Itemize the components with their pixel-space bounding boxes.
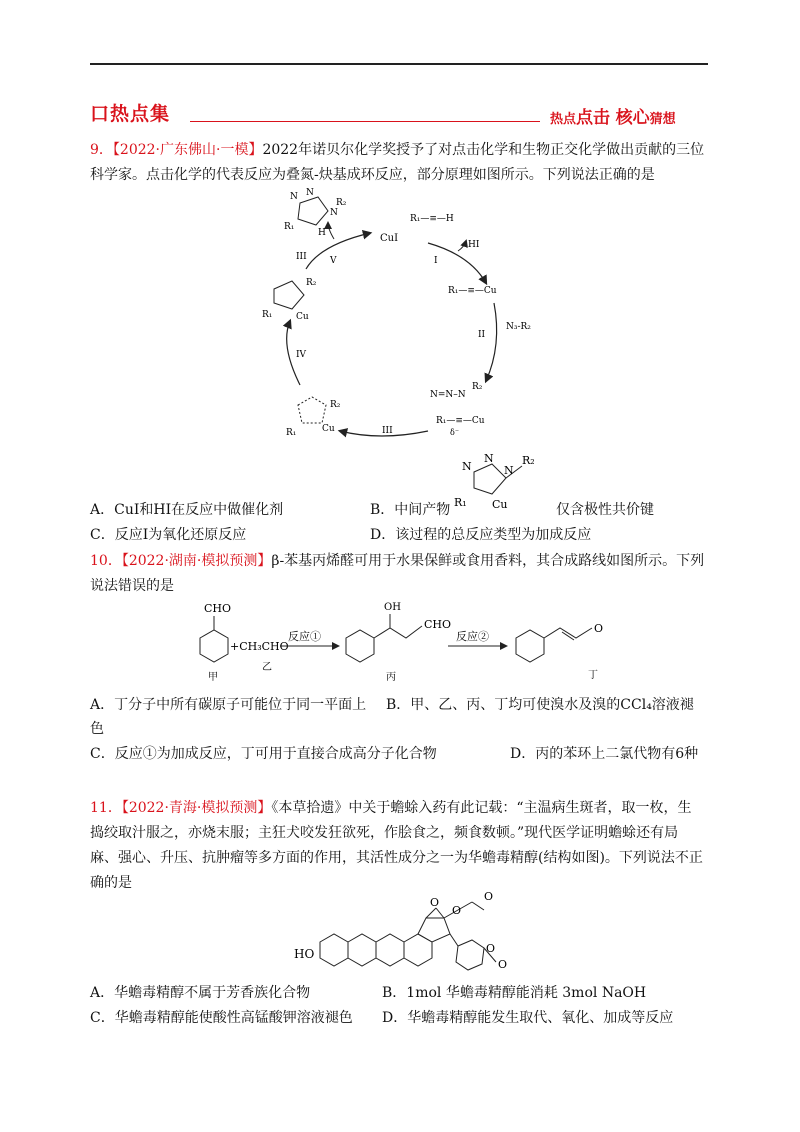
q9-source: 【2022·广东佛山·一模】 <box>112 142 263 158</box>
step-label-5: V <box>330 256 337 266</box>
svg-text:δ⁻: δ⁻ <box>450 428 460 437</box>
svg-text:Cu: Cu <box>322 424 335 434</box>
q10-option-d[interactable]: D．丙的苯环上二氯代物有6种 <box>510 746 699 762</box>
svg-text:N: N <box>306 188 314 198</box>
q9-stem-line1 <box>90 138 704 162</box>
step-label-3-left: III <box>296 252 307 262</box>
header-tagline <box>550 103 676 128</box>
q9-option-d[interactable]: D．该过程的总反应类型为加成反应 <box>370 527 592 543</box>
structure-o-epoxide: O <box>430 896 440 909</box>
structure-o-ring: O <box>486 942 496 955</box>
cycle-center: CuI <box>380 233 399 244</box>
q9-option-b-suffix: 仅含极性共价键 <box>556 502 654 518</box>
structure-o-carbonyl: O <box>484 890 494 903</box>
q9-option-c[interactable]: C．反应I为氧化还原反应 <box>90 527 247 543</box>
q10-option-b[interactable]: B．甲、乙、丙、丁均可使溴水及溴的CCl₄溶液褪 <box>386 697 694 713</box>
svg-text:R₂: R₂ <box>472 382 483 392</box>
svg-text:N=N–N: N=N–N <box>430 390 466 400</box>
q11-stem-line2: 捣绞取汁服之，亦烧末服；主狂犬咬发狂欲死，作脍食之，频食数顿。”现代医学证明蟾蜍还有局 <box>90 825 679 841</box>
cu-acetylide: R₁—≡—Cu <box>448 286 497 296</box>
q11-stem-line3: 麻、强心、升压、抗肿瘤等多方面的作用，其活性成分之一为华蟾毒精醇(结构如图)。下列说法不正 <box>90 850 703 866</box>
tagline-small-2: 猜想 <box>649 112 676 127</box>
bing-oh: OH <box>384 602 401 613</box>
svg-text:N: N <box>462 460 472 473</box>
q10-stem-line2: 说法错误的是 <box>90 578 174 594</box>
step-label-2: II <box>478 330 486 340</box>
q11-stem-line4: 确的是 <box>90 875 132 891</box>
q9-option-b-prefix[interactable]: B．中间产物 <box>370 502 451 518</box>
reagent: +CH₃CHO <box>230 640 289 653</box>
rxn-label-2: 反应② <box>456 630 489 643</box>
svg-text:R₁: R₁ <box>454 496 467 509</box>
q9-stem-text-1: 2022年诺贝尔化学奖授予了对点击化学和生物正交化学做出贡献的三位 <box>262 142 705 158</box>
svg-text:N: N <box>504 464 514 477</box>
q10-stem-text-1: β-苯基丙烯醛可用于水果保鲜或食用香料，其合成路线如图所示。下列 <box>271 553 705 569</box>
q11-number: 11． <box>90 800 122 816</box>
q10-stem-line1 <box>90 549 704 573</box>
tagline-small-1: 热点 <box>550 112 577 127</box>
q10-synthesis-scheme <box>170 598 630 690</box>
rxn-label-1: 反应① <box>288 630 321 643</box>
step-label-3: III <box>382 426 393 436</box>
svg-text:N: N <box>290 192 298 202</box>
step-label-1: I <box>434 256 438 266</box>
q10-source: 【2022·湖南·模拟预测】 <box>121 553 272 569</box>
q11-option-c[interactable]: C．华蟾毒精醇能使酸性高锰酸钾溶液褪色 <box>90 1010 353 1026</box>
triazole-h-structure <box>298 197 328 225</box>
azide-reactant: N₃-R₂ <box>506 322 531 332</box>
label-jia: 甲 <box>208 672 218 683</box>
q11-option-d[interactable]: D．华蟾毒精醇能发生取代、氧化、加成等反应 <box>382 1010 674 1026</box>
top-rule <box>90 63 708 65</box>
q11-option-b[interactable]: B．1mol 华蟾毒精醇能消耗 3mol NaOH <box>382 985 647 1001</box>
byproduct-hi: HI <box>468 240 480 250</box>
q11-stem-line1 <box>90 796 692 820</box>
svg-text:Cu: Cu <box>492 498 508 511</box>
svg-text:R₂: R₂ <box>306 278 317 288</box>
q11-option-a[interactable]: A．华蟾毒精醇不属于芳香族化合物 <box>90 985 311 1001</box>
q11-source: 【2022·青海·模拟预测】 <box>121 800 272 816</box>
svg-text:R₁: R₁ <box>284 222 295 232</box>
structure-ho: HO <box>294 947 315 961</box>
tagline-big-1: 点击 <box>576 108 611 128</box>
q10-option-b-cont: 色 <box>90 721 104 737</box>
svg-text:R₂: R₂ <box>522 454 535 467</box>
q10-option-a[interactable]: A．丁分子中所有碳原子可能位于同一平面上 <box>90 697 367 713</box>
label-bing: 丙 <box>386 672 396 683</box>
svg-text:R₁: R₁ <box>286 428 297 438</box>
svg-text:H: H <box>318 228 326 238</box>
svg-text:N: N <box>330 208 338 218</box>
label-yi: 乙 <box>262 662 272 673</box>
label-ding: 丁 <box>588 670 598 681</box>
q10-number: 10． <box>90 553 122 569</box>
alkyne-reactant: R₁—≡—H <box>410 214 454 224</box>
q9-number: 9． <box>90 142 113 158</box>
q9-intermediate-structure <box>452 452 562 518</box>
ding-o: O <box>594 622 604 635</box>
svg-text:R₁: R₁ <box>262 310 273 320</box>
svg-text:R₁—≡—Cu: R₁—≡—Cu <box>436 416 485 426</box>
svg-text:R₂: R₂ <box>336 198 347 208</box>
q9-catalytic-cycle <box>250 185 550 455</box>
q11-stem-text-1: 《本草拾遗》中关于蟾蜍入药有此记载：“主温病生斑者，取一枚，生 <box>271 800 692 816</box>
svg-text:N: N <box>484 452 494 465</box>
section-title: 口热点集 <box>90 103 171 125</box>
svg-text:R₂: R₂ <box>330 400 341 410</box>
q9-option-a[interactable]: A．CuI和HI在反应中做催化剂 <box>90 502 284 518</box>
q10-option-c[interactable]: C．反应①为加成反应，丁可用于直接合成高分子化合物 <box>90 746 437 762</box>
header-underline <box>190 121 540 122</box>
q9-stem-line2: 科学家。点击化学的代表反应为叠氮-炔基成环反应，部分原理如图所示。下列说法正确的是 <box>90 167 655 183</box>
bing-cho: CHO <box>424 618 452 631</box>
structure-o-ester: O <box>452 904 462 917</box>
svg-text:Cu: Cu <box>296 312 309 322</box>
step-label-4: IV <box>296 350 307 360</box>
jia-cho: CHO <box>204 602 232 615</box>
tagline-big-2: 核心 <box>615 108 650 128</box>
q11-steroid-structure <box>290 890 530 980</box>
structure-o-lactone: O <box>498 958 508 971</box>
